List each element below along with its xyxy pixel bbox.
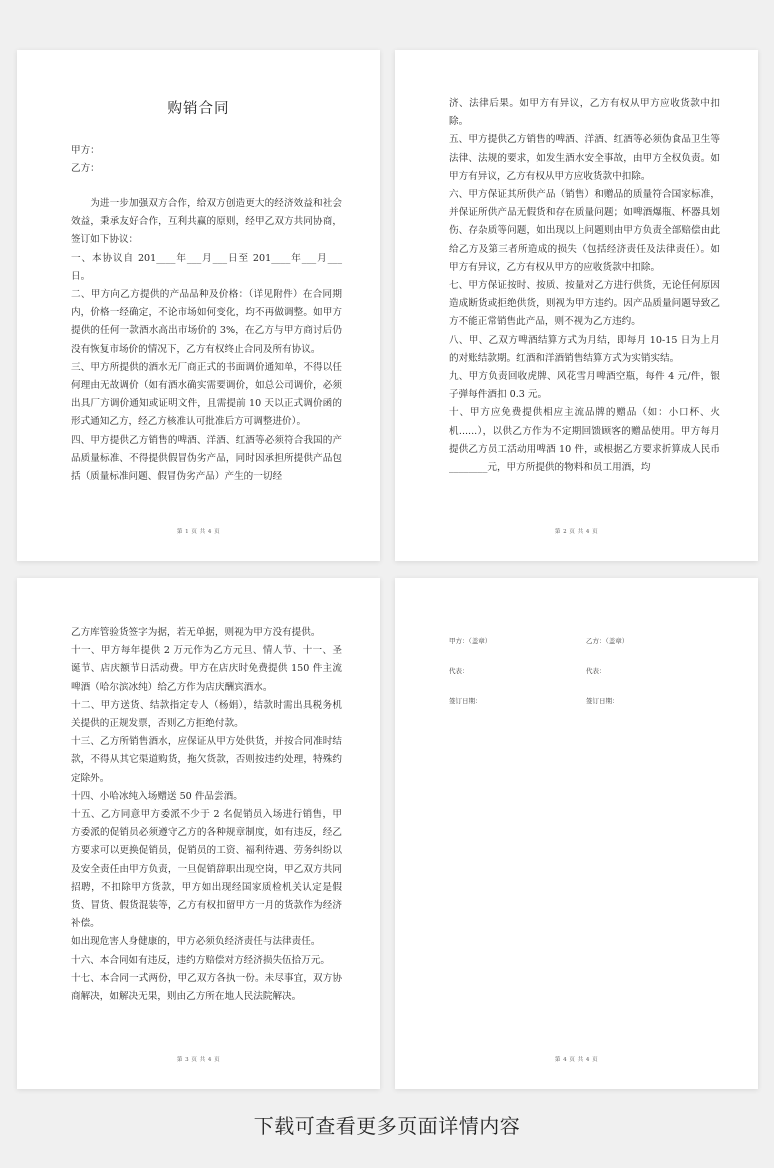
contract-page-4	[395, 578, 758, 1089]
page-3-body	[71, 624, 342, 1006]
party-b-date-label: 签订日期：	[586, 697, 619, 705]
contract-page-2	[395, 50, 758, 561]
contract-paragraph: 九、甲方负责回收虎牌、风花雪月啤酒空瓶，每件 4 元/件，银子弹每件酒扣 0.3 元。	[449, 371, 720, 401]
contract-paragraph: 二、甲方向乙方提供的产品品种及价格：（详见附件）在合同期内，价格一经确定，不论市场如何变化，均不再做调整。如甲方提供的任何一款酒水高出市场价的 3%，在乙方与甲方商讨后仍没有恢复市场价的情况下，乙方有权终止合同及所有协议。	[71, 289, 342, 355]
party-a-date-label: 签订日期：	[449, 697, 482, 705]
contract-paragraph: 如出现危害人身健康的，甲方必须负经济责任与法律责任。	[71, 936, 321, 948]
signature-row-date	[449, 696, 719, 726]
download-more-banner[interactable]: 下载可查看更多页面详情内容	[253, 1114, 521, 1138]
contract-paragraph: 十、甲方应免费提供相应主流品牌的赠品（如：小口杯、火机......），以供乙方作为不定期回馈顾客的赠品使用。甲方每月提供乙方员工活动用啤酒 10 件，或根据乙方要求折算成人民币________元，甲方所提供的物料和员工用酒，均	[449, 407, 720, 474]
page-1-body	[71, 195, 342, 486]
contract-page-3	[17, 578, 380, 1089]
contract-paragraph: 济、法律后果。如甲方有异议，乙方有权从甲方应收货款中扣除。	[449, 98, 720, 128]
contract-paragraph: 八、甲、乙双方啤酒结算方式为月结，即每月 10-15 日为上月的对账结款期。红酒和洋酒销售结算方式为实销实结。	[449, 334, 720, 364]
party-b-seal-label: 乙方：（盖章）	[586, 637, 629, 645]
contract-paragraph: 四、甲方提供乙方销售的啤酒、洋酒、红酒等必须符合我国的产品质量标准、不得提供假冒伪劣产品，同时因承担所提供产品包括（质量标准问题、假冒伪劣产品）产生的一切经	[71, 434, 342, 483]
signature-row-seal	[449, 636, 719, 666]
page-number: 第 1 页 共 4 页	[176, 529, 221, 535]
party-a-label: 甲方：	[71, 145, 100, 156]
contract-paragraph: 三、甲方所提供的酒水无厂商正式的书面调价通知单，不得以任何理由无故调价（如有酒水确实需要调价，如总公司调价，必须出具厂方调价通知或证明文件，且需提前 10 天以正式调价函的形式通知乙方，经乙方核准认可批准后方可调整进价）。	[71, 361, 342, 428]
party-a-seal-label: 甲方：（盖章）	[449, 637, 492, 645]
page-number: 第 3 页 共 4 页	[176, 1057, 221, 1063]
page-2-body	[449, 95, 720, 477]
contract-paragraph: 十二、甲方送货、结款指定专人（杨娟），结款时需出具税务机关提供的正规发票，否则乙方拒绝付款。	[71, 699, 342, 730]
signature-block	[449, 636, 719, 726]
contract-paragraph: 十七、本合同一式两份，甲乙双方各执一份。未尽事宜，双方协商解决，如解决无果，则由乙方所在地人民法院解决。	[71, 972, 342, 1003]
contract-paragraph: 十三、乙方所销售酒水，应保证从甲方处供货，并按合同准时结款，不得从其它渠道购货，拖欠货款，否则按违约处理，特殊约定除外。	[71, 736, 342, 784]
contract-paragraph: 一、本协议自 201____年___月___日至 201____年___月___日。	[71, 252, 342, 282]
party-b-representative-label: 代表：	[586, 667, 606, 675]
contract-paragraph: 六、甲方保证其所供产品（销售）和赠品的质量符合国家标准，并保证所供产品无假货和存在质量问题；如啤酒爆瓶、杯器具划伤、存杂质等问题，如出现以上问题则由甲方负责全部赔偿由此给乙方及第三者所造成的损失（包括经济责任及法律责任）。如甲方有异议，乙方有权从甲方的应收货款中扣除。	[449, 189, 720, 273]
page-number: 第 2 页 共 4 页	[554, 529, 599, 535]
signature-row-representative	[449, 666, 719, 696]
contract-paragraph: 七、甲方保证按时、按质、按量对乙方进行供货，无论任何原因造成断货或拒绝供货，则视为甲方违约。因产品质量问题导致乙方不能正常销售此产品，则不视为乙方违约。	[449, 280, 720, 328]
party-b-label: 乙方：	[71, 163, 100, 174]
contract-paragraph: 乙方库管验货签字为据，若无单据，则视为甲方没有提供。	[71, 627, 321, 638]
contract-paragraph: 十五、乙方同意甲方委派不少于 2 名促销员入场进行销售，甲方委派的促销员必须遵守乙方的各种规章制度，如有违反，经乙方要求可以更换促销员，促销员的工资、福利待遇、劳务纠纷以及安全责任由甲方负责，一旦促销辞职出现空岗，甲乙双方共同招聘，不扣除甲方货款，甲方如出现经国家质检机关认定是假货、冒货、假货混装等，乙方有权扣留甲方一月的货款作为经济补偿。	[71, 809, 342, 930]
contract-paragraph: 十一、甲方每年提供 2 万元作为乙方元旦、情人节、十一、圣诞节、店庆额节日活动费。甲方在店庆时免费提供 150 件主流啤酒（哈尔滨冰纯）给乙方作为店庆酬宾酒水。	[71, 645, 342, 693]
party-a-representative-label: 代表：	[449, 667, 469, 675]
contract-paragraph: 十六、本合同如有违反，违约方赔偿对方经济损失伍拾万元。	[71, 954, 331, 966]
contract-paragraph: 十四、小哈冰纯入场赠送 50 件品尝酒。	[71, 790, 243, 802]
document-title: 购销合同	[167, 101, 230, 117]
page-number: 第 4 页 共 4 页	[554, 1057, 599, 1063]
contract-page-1	[17, 50, 380, 561]
contract-paragraph: 五、甲方提供乙方销售的啤酒、洋酒、红酒等必须伪食品卫生等法律、法规的要求，如发生酒水安全事故，由甲方全权负责。如甲方有异议，乙方有权从甲方应收货款中扣除。	[449, 134, 720, 182]
contract-paragraph: 为进一步加强双方合作，给双方创造更大的经济效益和社会效益，秉承友好合作，互利共赢的原则，经甲乙双方共同协商，签订如下协议：	[71, 198, 342, 246]
